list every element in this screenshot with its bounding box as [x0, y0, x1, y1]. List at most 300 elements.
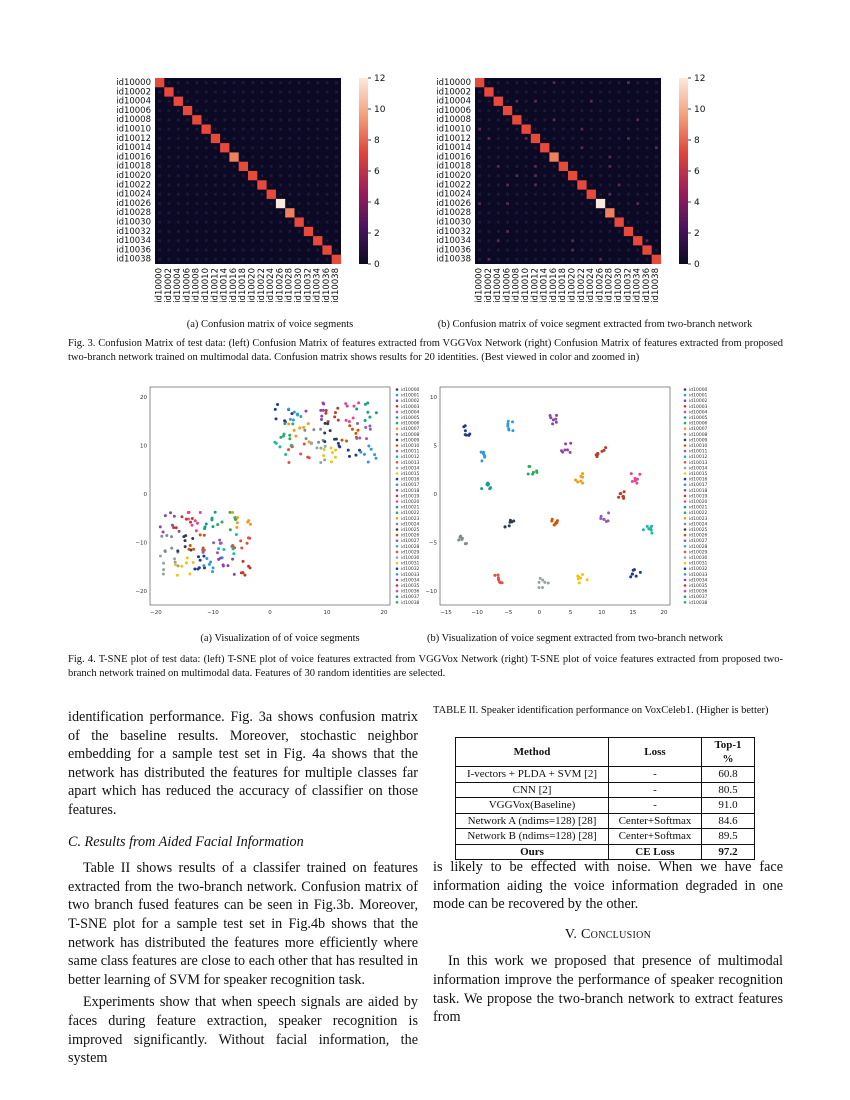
scatter-point: [197, 555, 200, 558]
heatmap-cell: [195, 174, 198, 177]
heatmap-cell: [242, 109, 245, 112]
legend-marker: [396, 455, 399, 458]
y-tick-label: id10026: [436, 198, 471, 209]
legend-marker: [396, 567, 399, 570]
heatmap-cell: [335, 193, 338, 196]
legend-marker: [684, 444, 687, 447]
scatter-point: [464, 433, 467, 436]
scatter-point: [623, 490, 626, 493]
heatmap-cell: [646, 156, 649, 159]
scatter-point: [298, 426, 301, 429]
heatmap-cell: [478, 91, 481, 94]
heatmap-cell: [335, 146, 338, 149]
heatmap-cell: [506, 202, 509, 205]
scatter-point: [176, 574, 179, 577]
heatmap-cell: [525, 184, 528, 187]
heatmap-cell: [627, 221, 630, 224]
heatmap-cell: [316, 193, 319, 196]
x-tick-label: id10020: [247, 268, 258, 303]
heatmap-cell: [307, 184, 310, 187]
y-tick-label: 10: [140, 443, 147, 450]
heatmap-cell: [506, 118, 509, 121]
scatter-point: [323, 440, 326, 443]
scatter-point: [547, 582, 550, 585]
heatmap-cell: [618, 137, 621, 140]
heatmap-cell: [158, 137, 161, 140]
heatmap-cell: [515, 156, 518, 159]
legend-marker: [396, 528, 399, 531]
heatmap-cell: [279, 81, 282, 84]
heatmap-cell: [186, 221, 189, 224]
heatmap-cell: [233, 249, 236, 252]
scatter-point: [498, 581, 501, 584]
heatmap-cell: [288, 165, 291, 168]
heatmap-cell: [261, 258, 264, 261]
heatmap-cell: [307, 202, 310, 205]
heatmap-cell: [261, 91, 264, 94]
heatmap-cell: [214, 221, 217, 224]
heatmap-cell: [618, 258, 621, 261]
heatmap-cell: [478, 100, 481, 103]
scatter-point: [191, 537, 194, 540]
scatter-point: [368, 416, 371, 419]
scatter-point: [249, 523, 252, 526]
colorbar-tick-label: 0: [374, 260, 380, 270]
heatmap-cell: [195, 165, 198, 168]
heatmap-cell: [618, 249, 621, 252]
heatmap-cell: [571, 100, 574, 103]
x-tick-label: 0: [537, 610, 542, 616]
heatmap-cell: [646, 239, 649, 242]
scatter-point: [493, 574, 496, 577]
heatmap-cell: [326, 91, 329, 94]
heatmap-cell: [599, 165, 602, 168]
heatmap-cell: [590, 81, 593, 84]
heatmap-cell: [326, 239, 329, 242]
heatmap-cell: [646, 118, 649, 121]
table-cell: CNN [2]: [456, 782, 609, 798]
heatmap-cell: [488, 258, 491, 261]
scatter-point: [630, 472, 633, 475]
heatmap-cell: [655, 230, 658, 233]
heatmap-cell: [534, 100, 537, 103]
heatmap-diagonal-cell: [587, 190, 596, 199]
heatmap-cell: [497, 230, 500, 233]
heatmap-cell: [298, 165, 301, 168]
x-tick-label: id10016: [228, 268, 239, 303]
heatmap-cell: [307, 258, 310, 261]
heatmap-cell: [627, 258, 630, 261]
heatmap-cell: [223, 156, 226, 159]
heatmap-cell: [506, 221, 509, 224]
heatmap-cell: [223, 118, 226, 121]
heatmap-cell: [261, 249, 264, 252]
heatmap-cell: [326, 165, 329, 168]
paragraph: identification performance. Fig. 3a shows confusion matrix of the baseline results. Moreover, stochastic neighbor embedding for a sample test set in Fig. 4a shows that the network has distributed the features for multiple classes far apart which has reduced the accuracy of classifier on those features.: [68, 709, 418, 818]
heatmap-cell: [608, 109, 611, 112]
heatmap-cell: [543, 91, 546, 94]
scatter-point: [352, 405, 355, 408]
scatter-point: [357, 401, 360, 404]
legend-marker: [684, 450, 687, 453]
heatmap-cell: [581, 249, 584, 252]
heatmap-cell: [214, 184, 217, 187]
heatmap-cell: [298, 239, 301, 242]
y-tick-label: id10008: [116, 115, 151, 126]
heatmap-cell: [168, 165, 171, 168]
scatter-point: [239, 539, 242, 542]
heatmap-cell: [307, 156, 310, 159]
legend-label: id10011: [689, 449, 708, 455]
heatmap-cell: [525, 146, 528, 149]
heatmap-cell: [525, 156, 528, 159]
heatmap-cell: [636, 128, 639, 131]
heatmap-diagonal-cell: [522, 125, 531, 134]
scatter-point: [274, 408, 277, 411]
heatmap-cell: [177, 109, 180, 112]
scatter-point: [323, 432, 326, 435]
heatmap-cell: [233, 100, 236, 103]
heatmap-cell: [251, 211, 254, 214]
x-tick-label: id10004: [493, 268, 504, 303]
heatmap-cell: [478, 193, 481, 196]
scatter-point: [335, 438, 338, 441]
heatmap-cell: [307, 221, 310, 224]
heatmap-cell: [214, 193, 217, 196]
table-header-row: [456, 738, 755, 767]
scatter-point: [159, 555, 162, 558]
heatmap-cell: [270, 81, 273, 84]
heatmap-cell: [562, 156, 565, 159]
x-tick-label: id10002: [483, 268, 494, 303]
legend-marker: [684, 461, 687, 464]
legend-label: id10004: [401, 410, 420, 416]
y-tick-label: id10024: [436, 189, 471, 200]
legend-marker: [396, 405, 399, 408]
scatter-point: [219, 557, 222, 560]
scatter-point: [174, 563, 177, 566]
legend-marker: [684, 534, 687, 537]
fig4-plots: [135, 383, 725, 628]
heatmap-cell: [553, 249, 556, 252]
heatmap-cell: [298, 211, 301, 214]
x-tick-label: id10030: [614, 268, 625, 303]
heatmap-cell: [177, 184, 180, 187]
y-tick-label: id10022: [116, 180, 151, 191]
legend-label: id10027: [689, 539, 708, 545]
heatmap-cell: [298, 156, 301, 159]
heatmap-cell: [543, 239, 546, 242]
confusion-matrix-right: [436, 74, 706, 303]
heatmap-cell: [534, 221, 537, 224]
legend-label: id10014: [689, 466, 708, 472]
legend-label: id10037: [689, 595, 708, 601]
heatmap-cell: [525, 81, 528, 84]
table-cell: I-vectors + PLDA + SVM [2]: [456, 767, 609, 783]
heatmap-cell: [195, 211, 198, 214]
heatmap-cell: [270, 118, 273, 121]
y-tick-label: −10: [135, 540, 147, 547]
heatmap-cell: [478, 174, 481, 177]
scatter-point: [507, 427, 510, 430]
scatter-point: [170, 547, 173, 550]
heatmap-cell: [261, 165, 264, 168]
scatter-point: [175, 526, 178, 529]
heatmap-cell: [627, 165, 630, 168]
colorbar-tick-label: 10: [374, 105, 386, 115]
scatter-point: [193, 568, 196, 571]
heatmap-cell: [326, 81, 329, 84]
x-tick-label: 20: [660, 610, 668, 616]
heatmap-diagonal-cell: [155, 78, 164, 87]
y-tick-label: id10020: [116, 170, 151, 181]
heatmap-cell: [242, 100, 245, 103]
scatter-point: [322, 454, 325, 457]
heatmap-cell: [326, 193, 329, 196]
heatmap-cell: [270, 174, 273, 177]
heatmap-cell: [298, 100, 301, 103]
heatmap-cell: [251, 165, 254, 168]
heatmap-cell: [515, 184, 518, 187]
scatter-point: [564, 442, 567, 445]
heatmap-cell: [581, 202, 584, 205]
scatter-point: [649, 527, 652, 530]
heatmap-cell: [307, 81, 310, 84]
scatter-point: [324, 445, 327, 448]
legend-marker: [684, 562, 687, 565]
heatmap-cell: [599, 91, 602, 94]
x-tick-label: id10008: [511, 268, 522, 303]
heatmap-cell: [158, 258, 161, 261]
heatmap-cell: [590, 128, 593, 131]
heatmap-cell: [590, 249, 593, 252]
heatmap-cell: [307, 109, 310, 112]
heatmap-cell: [214, 81, 217, 84]
heatmap-cell: [316, 109, 319, 112]
heatmap-cell: [506, 211, 509, 214]
heatmap-cell: [646, 193, 649, 196]
heatmap-cell: [233, 118, 236, 121]
heatmap-cell: [506, 165, 509, 168]
heatmap-cell: [636, 211, 639, 214]
legend-marker: [396, 506, 399, 509]
legend-label: id10025: [689, 528, 708, 533]
heatmap-cell: [543, 100, 546, 103]
scatter-point: [554, 418, 557, 421]
legend-label: id10020: [401, 500, 420, 505]
legend-marker: [684, 528, 687, 531]
heatmap-cell: [307, 193, 310, 196]
heatmap-cell: [288, 118, 291, 121]
heatmap-cell: [543, 128, 546, 131]
heatmap-cell: [618, 193, 621, 196]
heatmap-cell: [205, 230, 208, 233]
heatmap-cell: [242, 146, 245, 149]
scatter-point: [352, 416, 355, 419]
heatmap-cell: [335, 137, 338, 140]
heatmap-cell: [223, 184, 226, 187]
legend-marker: [684, 579, 687, 582]
heatmap-cell: [636, 118, 639, 121]
legend-marker: [684, 394, 687, 397]
heatmap-cell: [506, 174, 509, 177]
legend-label: id10017: [401, 483, 420, 489]
heatmap-cell: [233, 202, 236, 205]
heatmap-cell: [177, 258, 180, 261]
y-tick-label: id10010: [116, 124, 151, 135]
heatmap-cell: [326, 109, 329, 112]
heatmap-cell: [599, 249, 602, 252]
heatmap-cell: [497, 81, 500, 84]
scatter-point: [566, 448, 569, 451]
heatmap-cell: [590, 156, 593, 159]
scatter-point: [629, 575, 632, 578]
scatter-point: [178, 530, 181, 533]
scatter-point: [283, 419, 286, 422]
heatmap-cell: [251, 128, 254, 131]
scatter-point: [308, 456, 311, 459]
heatmap-cell: [316, 137, 319, 140]
scatter-point: [496, 574, 499, 577]
heatmap-diagonal-cell: [540, 143, 549, 152]
heatmap-cell: [335, 230, 338, 233]
scatter-point: [646, 525, 649, 528]
heatmap-cell: [298, 128, 301, 131]
heatmap-cell: [562, 211, 565, 214]
y-tick-label: id10016: [436, 152, 471, 163]
table-cell: Network A (ndims=128) [28]: [456, 813, 609, 829]
legend-label: id10022: [401, 511, 420, 517]
heatmap-cell: [335, 202, 338, 205]
heatmap-cell: [242, 184, 245, 187]
heatmap-cell: [655, 118, 658, 121]
heatmap-cell: [599, 184, 602, 187]
heatmap-cell: [205, 258, 208, 261]
scatter-point: [330, 460, 333, 463]
legend-label: id10012: [401, 455, 420, 461]
colorbar-tick-label: 6: [694, 167, 700, 177]
legend-label: id10036: [689, 589, 708, 595]
fig4-subcaption-b: (b) Visualization of voice segment extracted from two-branch network: [427, 633, 723, 644]
heatmap-cell: [553, 193, 556, 196]
heatmap-cell: [288, 258, 291, 261]
heatmap-cell: [288, 193, 291, 196]
heatmap-cell: [335, 109, 338, 112]
heatmap-cell: [627, 193, 630, 196]
heatmap-cell: [599, 193, 602, 196]
heatmap-cell: [488, 146, 491, 149]
scatter-point: [512, 520, 515, 523]
heatmap-cell: [618, 109, 621, 112]
heatmap-cell: [608, 193, 611, 196]
heatmap-cell: [553, 100, 556, 103]
scatter-point: [635, 575, 638, 578]
legend-marker: [684, 556, 687, 559]
scatter-point: [364, 403, 367, 406]
heatmap-cell: [627, 239, 630, 242]
scatter-point: [480, 487, 483, 490]
heatmap-cell: [636, 81, 639, 84]
x-tick-label: id10022: [576, 268, 587, 303]
y-tick-label: −10: [425, 589, 437, 595]
table-cell: 97.2: [702, 844, 755, 860]
x-tick-label: id10000: [154, 268, 165, 303]
heatmap-cell: [214, 249, 217, 252]
heatmap-cell: [242, 91, 245, 94]
heatmap-cell: [316, 221, 319, 224]
x-tick-label: id10016: [548, 268, 559, 303]
paragraph: Experiments show that when speech signals are aided by faces during feature extraction, speaker recognition is improved significantly. Without facial information, the system: [68, 994, 418, 1067]
heatmap-cell: [270, 156, 273, 159]
heatmap-cell: [608, 165, 611, 168]
heatmap-cell: [553, 91, 556, 94]
heatmap-cell: [478, 128, 481, 131]
legend-marker: [396, 433, 399, 436]
heatmap-cell: [543, 165, 546, 168]
legend-label: id10030: [401, 556, 420, 561]
heatmap-cell: [168, 156, 171, 159]
heatmap-cell: [168, 230, 171, 233]
heatmap-cell: [515, 174, 518, 177]
heatmap-cell: [553, 202, 556, 205]
x-tick-label: id10010: [521, 268, 532, 303]
heatmap-cell: [261, 239, 264, 242]
heatmap-cell: [261, 221, 264, 224]
scatter-point: [180, 565, 183, 568]
scatter-point: [336, 407, 339, 410]
y-tick-label: id10004: [116, 96, 151, 107]
scatter-point: [173, 557, 176, 560]
heatmap-cell: [158, 211, 161, 214]
scatter-point: [464, 429, 467, 432]
scatter-point: [185, 561, 188, 564]
scatter-point: [366, 411, 369, 414]
y-tick-label: id10012: [116, 133, 151, 144]
y-tick-label: id10002: [116, 87, 151, 98]
scatter-point: [279, 436, 282, 439]
legend-label: id10012: [689, 455, 708, 461]
heatmap-cell: [506, 239, 509, 242]
heatmap-diagonal-cell: [577, 180, 586, 189]
heatmap-cell: [543, 249, 546, 252]
colorbar-tick-label: 12: [374, 74, 386, 84]
x-tick-label: −10: [207, 610, 219, 616]
scatter-point: [488, 487, 491, 490]
heatmap-cell: [581, 221, 584, 224]
scatter-point: [535, 469, 538, 472]
y-tick-label: id10002: [436, 87, 471, 98]
heatmap-cell: [590, 100, 593, 103]
heatmap-cell: [497, 221, 500, 224]
heatmap-cell: [177, 221, 180, 224]
scatter-point: [192, 561, 195, 564]
heatmap-cell: [326, 202, 329, 205]
heatmap-cell: [316, 156, 319, 159]
scatter-point: [242, 560, 245, 563]
scatter-point: [527, 465, 530, 468]
heatmap-cell: [326, 100, 329, 103]
heatmap-cell: [636, 91, 639, 94]
colorbar-tick-label: 10: [694, 105, 706, 115]
heatmap-cell: [636, 156, 639, 159]
heatmap-cell: [562, 221, 565, 224]
heatmap-cell: [562, 91, 565, 94]
heatmap-cell: [186, 211, 189, 214]
scatter-point: [602, 518, 605, 521]
legend-marker: [396, 495, 399, 498]
heatmap-cell: [534, 202, 537, 205]
colorbar-tick-label: 4: [694, 198, 700, 208]
